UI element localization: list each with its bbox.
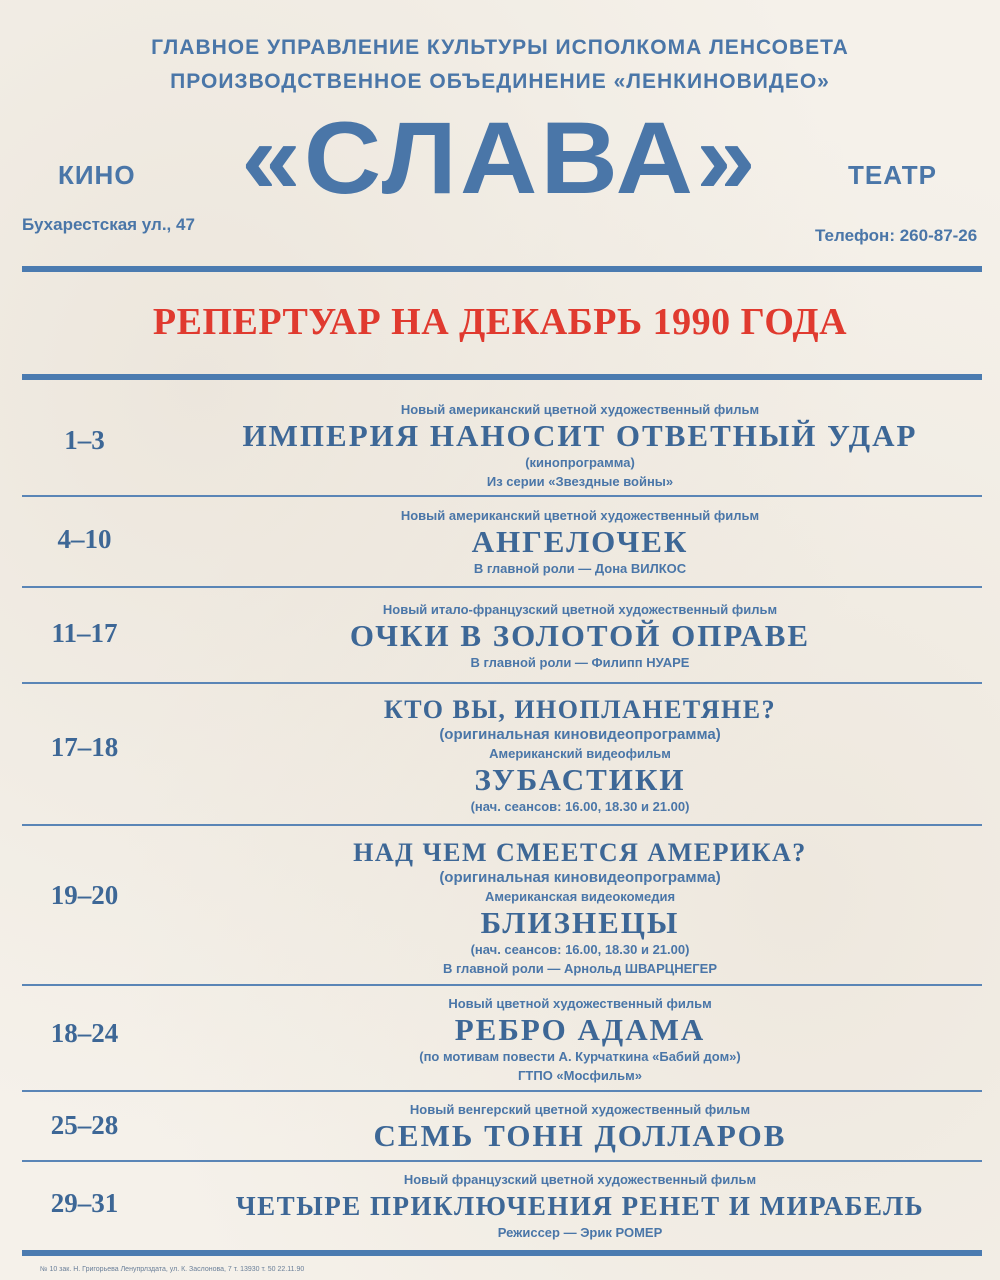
entry-film-title: ИМПЕРИЯ НАНОСИТ ОТВЕТНЫЙ УДАР xyxy=(242,418,918,453)
address: Бухарестская ул., 47 xyxy=(22,215,195,234)
phone: Телефон: 260-87-26 xyxy=(815,226,978,245)
entry-note: (оригинальная киновидеопрограмма) xyxy=(439,726,721,743)
kino-label: КИНО xyxy=(58,160,136,190)
print-footer: № 10 зак. Н. Григорьева Ленупрлздата, ул. К. Заслонова, 7 т. 13930 т. 50 22.11.90 xyxy=(40,1266,305,1273)
entry-note: (нач. сеансов: 16.00, 18.30 и 21.00) xyxy=(470,942,690,957)
entry-film-title: КТО ВЫ, ИНОПЛАНЕТЯНЕ? xyxy=(383,695,777,724)
divider xyxy=(22,495,982,497)
entry-note: ГТПО «Мосфильм» xyxy=(518,1068,642,1083)
divider xyxy=(22,1160,982,1162)
divider xyxy=(22,1090,982,1092)
entry-film-title: АНГЕЛОЧЕК xyxy=(471,524,689,559)
entry-note: (оригинальная киновидеопрограмма) xyxy=(439,869,721,886)
entry-film-title-2: БЛИЗНЕЦЫ xyxy=(480,905,680,940)
entry-note: (по мотивам повести А. Курчаткина «Бабий дом») xyxy=(419,1049,741,1064)
entry-note: Из серии «Звездные войны» xyxy=(486,474,674,489)
entry-note: В главной роли — Филипп НУАРЕ xyxy=(470,655,690,670)
cinema-title: «СЛАВА» xyxy=(241,101,759,215)
entry-genre: Американская видеокомедия xyxy=(484,889,676,904)
entry-dates: 18–24 xyxy=(50,1018,119,1048)
header-line-1: ГЛАВНОЕ УПРАВЛЕНИЕ КУЛЬТУРЫ ИСПОЛКОМА ЛЕНСОВЕТА xyxy=(151,36,849,59)
entry-film-title: ОЧКИ В ЗОЛОТОЙ ОПРАВЕ xyxy=(349,618,811,653)
entry-dates: 11–17 xyxy=(51,618,118,648)
entry-film-title: РЕБРО АДАМА xyxy=(454,1012,706,1047)
entry-film-title: НАД ЧЕМ СМЕЕТСЯ АМЕРИКА? xyxy=(353,838,807,867)
entry-5 xyxy=(180,838,980,978)
divider xyxy=(22,984,982,986)
entry-6 xyxy=(180,994,980,1085)
entry-1 xyxy=(180,400,980,491)
entry-dates: 17–18 xyxy=(50,732,119,762)
entry-film-title: СЕМЬ ТОНН ДОЛЛАРОВ xyxy=(373,1118,787,1153)
entry-2 xyxy=(180,506,980,578)
entry-film-title: ЧЕТЫРЕ ПРИКЛЮЧЕНИЯ РЕНЕТ И МИРАБЕЛЬ xyxy=(235,1191,925,1221)
divider xyxy=(22,586,982,588)
entry-note: (нач. сеансов: 16.00, 18.30 и 21.00) xyxy=(470,799,690,814)
entry-dates: 4–10 xyxy=(57,524,112,554)
entry-8 xyxy=(180,1170,980,1242)
entry-dates: 19–20 xyxy=(50,880,119,910)
divider xyxy=(22,824,982,826)
divider-bottom xyxy=(22,1250,982,1256)
entry-note: (кинопрограмма) xyxy=(525,455,635,470)
entry-note: В главной роли — Дона ВИЛКОС xyxy=(473,561,687,576)
entry-genre: Новый цветной художественный фильм xyxy=(448,996,712,1011)
repertoire-title: РЕПЕРТУАР НА ДЕКАБРЬ 1990 ГОДА xyxy=(152,301,848,343)
entry-genre: Новый американский цветной художественный фильм xyxy=(400,402,760,417)
entry-dates: 1–3 xyxy=(64,425,105,455)
entry-genre: Новый американский цветной художественный фильм xyxy=(400,508,760,523)
entry-genre: Новый венгерский цветной художественный фильм xyxy=(409,1102,751,1117)
entry-dates: 25–28 xyxy=(50,1110,119,1140)
entry-film-title-2: ЗУБАСТИКИ xyxy=(474,762,686,797)
header-line-2: ПРОИЗВОДСТВЕННОЕ ОБЪЕДИНЕНИЕ «ЛЕНКИНОВИДЕО» xyxy=(170,70,830,93)
divider-top xyxy=(22,266,982,272)
entry-note: Режиссер — Эрик РОМЕР xyxy=(497,1225,663,1240)
entry-dates: 29–31 xyxy=(50,1188,119,1218)
entry-genre: Новый итало-французский цветной художественный фильм xyxy=(382,602,778,617)
entry-note: В главной роли — Арнольд ШВАРЦНЕГЕР xyxy=(442,961,718,976)
divider xyxy=(22,682,982,684)
entry-3 xyxy=(180,600,980,672)
entry-genre: Новый французский цветной художественный фильм xyxy=(403,1172,757,1187)
entry-4 xyxy=(180,695,980,816)
divider-repertoire xyxy=(22,374,982,380)
entry-7 xyxy=(180,1100,980,1153)
entry-genre: Американский видеофильм xyxy=(489,746,671,761)
teatr-label: ТЕАТР xyxy=(848,160,937,190)
